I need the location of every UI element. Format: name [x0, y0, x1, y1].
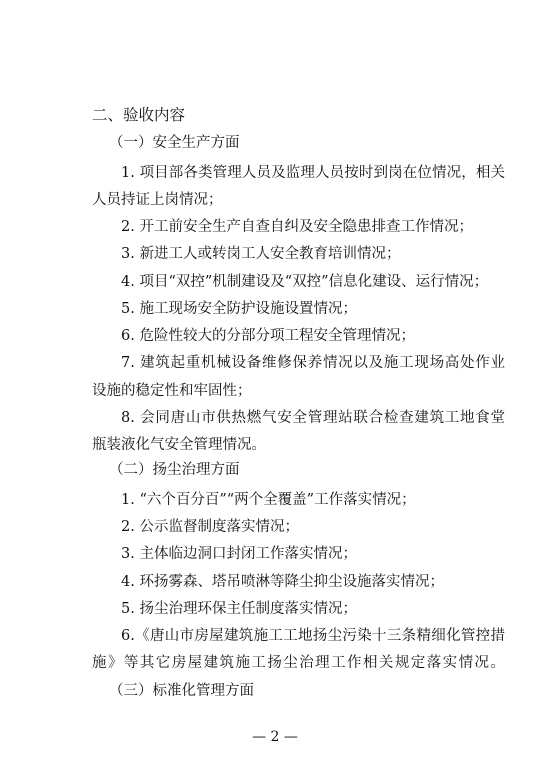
safety-item-7-line2: 设施的稳定性和牢固性； — [92, 383, 252, 399]
subsection-title-dust: （二）扬尘治理方面 — [109, 462, 240, 478]
safety-item-7-line1: 7. 建筑起重机械设备维修保养情况以及施工现场高处作业 — [121, 355, 505, 371]
subsection-title-safety: （一）安全生产方面 — [109, 135, 240, 151]
subsection-title-standardization: （三）标准化管理方面 — [109, 683, 254, 699]
dust-item-6-line2: 施》等其它房屋建筑施工扬尘治理工作相关规定落实情况。 — [92, 655, 505, 671]
safety-item-2: 2. 开工前安全生产自查自纠及安全隐患排查工作情况； — [121, 219, 473, 235]
safety-item-8-line1: 8. 会同唐山市供热燃气安全管理站联合检查建筑工地食堂 — [121, 410, 505, 426]
dust-item-5: 5. 扬尘治理环保主任制度落实情况； — [121, 601, 357, 617]
page-number: — 2 — — [252, 729, 298, 745]
dust-item-3: 3. 主体临边洞口封闭工作落实情况； — [121, 546, 357, 562]
dust-item-6-line1: 6.《唐山市房屋建筑施工工地扬尘污染十三条精细化管控措 — [121, 628, 505, 644]
safety-item-8-line2: 瓶装液化气安全管理情况。 — [92, 437, 266, 453]
dust-item-1: 1. “六个百分百”“两个全覆盖”工作落实情况； — [121, 492, 416, 508]
safety-item-5: 5. 施工现场安全防护设施设置情况； — [121, 301, 357, 317]
dust-item-2: 2. 公示监督制度落实情况； — [121, 519, 299, 535]
safety-item-4: 4. 项目“双控”机制建设及“双控”信息化建设、运行情况； — [121, 274, 489, 290]
safety-item-6: 6. 危险性较大的分部分项工程安全管理情况； — [121, 328, 415, 344]
safety-item-1-line2: 人员持证上岗情况； — [92, 192, 223, 208]
safety-item-1-line1: 1. 项目部各类管理人员及监理人员按时到岗在位情况，相关 — [121, 165, 505, 181]
safety-item-3: 3. 新进工人或转岗工人安全教育培训情况； — [121, 246, 401, 262]
dust-item-4: 4. 环扬雾森、塔吊喷淋等降尘抑尘设施落实情况； — [121, 574, 444, 590]
section-title: 二、验收内容 — [92, 106, 186, 124]
